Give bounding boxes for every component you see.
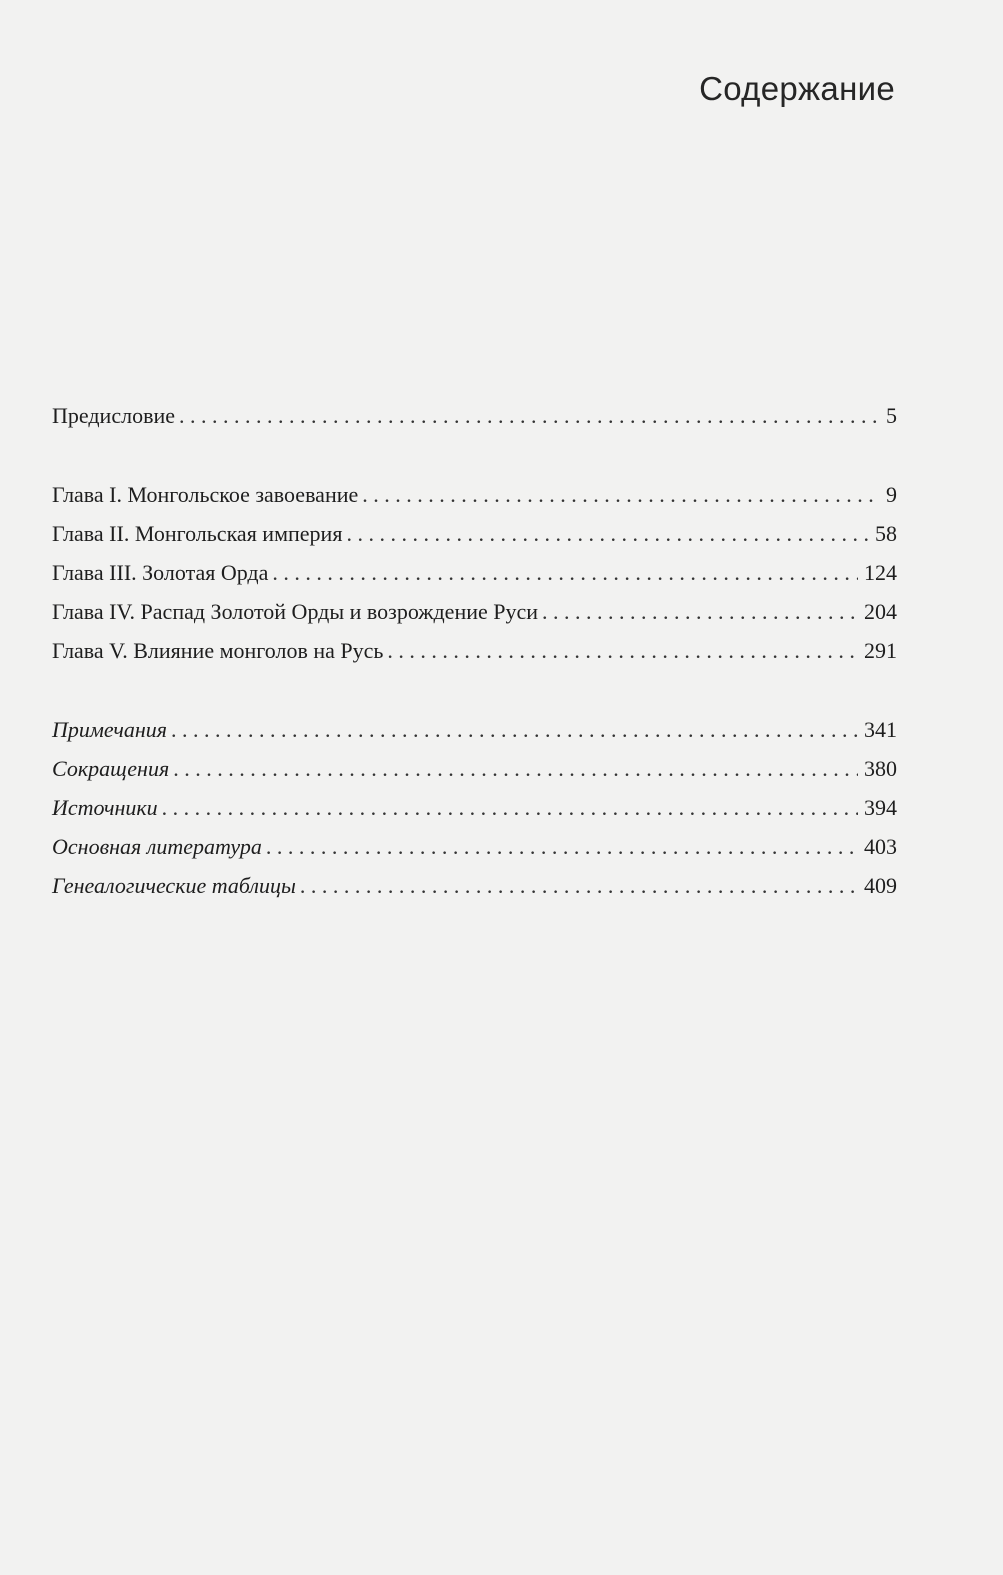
toc-entry-chapter-1[interactable] xyxy=(52,475,897,514)
toc-entry-page: 291 xyxy=(864,638,897,663)
dot-leader xyxy=(362,475,880,514)
toc-entry-preface[interactable] xyxy=(52,396,897,435)
dot-leader xyxy=(266,827,858,866)
toc-entry-abbreviations[interactable] xyxy=(52,749,897,788)
toc-entry-page: 394 xyxy=(864,795,897,820)
toc-entry-bibliography[interactable] xyxy=(52,827,897,866)
toc-entry-label: Сокращения xyxy=(52,756,170,781)
dot-leader xyxy=(162,788,858,827)
toc-entry-page: 58 xyxy=(875,521,897,546)
toc-entry-label: Основная литература xyxy=(52,834,262,859)
page-title: Содержание xyxy=(699,70,895,107)
toc-entry-genealogical-tables[interactable] xyxy=(52,866,897,905)
toc-entry-chapter-3[interactable] xyxy=(52,553,897,592)
toc-entry-page: 9 xyxy=(886,482,897,507)
toc-entry-page: 124 xyxy=(864,560,897,585)
toc-entry-chapter-2[interactable] xyxy=(52,514,897,553)
dot-leader xyxy=(173,749,858,788)
toc-entry-label: Глава V. Влияние монголов на Русь xyxy=(52,638,384,663)
toc-entry-label: Источники xyxy=(52,795,158,820)
toc-entry-label: Глава II. Монгольская империя xyxy=(52,521,343,546)
toc-entry-page: 204 xyxy=(864,599,897,624)
toc-entry-label: Примечания xyxy=(52,717,168,742)
toc-entry-page: 409 xyxy=(864,873,897,898)
toc-entry-notes[interactable] xyxy=(52,710,897,749)
dot-leader xyxy=(272,553,858,592)
toc-preface-group xyxy=(52,396,897,435)
table-of-contents xyxy=(52,396,897,905)
toc-entry-sources[interactable] xyxy=(52,788,897,827)
toc-entry-label: Генеалогические таблицы xyxy=(52,873,296,898)
dot-leader xyxy=(542,592,858,631)
toc-entry-page: 403 xyxy=(864,834,897,859)
toc-entry-page: 341 xyxy=(864,717,897,742)
toc-entry-label: Глава III. Золотая Орда xyxy=(52,560,269,585)
toc-entry-page: 5 xyxy=(886,403,897,428)
dot-leader xyxy=(300,866,858,905)
toc-entry-chapter-4[interactable] xyxy=(52,592,897,631)
toc-chapters-group xyxy=(52,475,897,670)
toc-entry-page: 380 xyxy=(864,756,897,781)
dot-leader xyxy=(346,514,869,553)
toc-entry-chapter-5[interactable] xyxy=(52,631,897,670)
toc-appendices-group xyxy=(52,710,897,905)
dot-leader xyxy=(387,631,858,670)
toc-entry-label: Глава IV. Распад Золотой Орды и возрождение Руси xyxy=(52,599,539,624)
toc-entry-label: Предисловие xyxy=(52,403,175,428)
dot-leader xyxy=(179,396,880,435)
dot-leader xyxy=(171,710,858,749)
toc-entry-label: Глава I. Монгольское завоевание xyxy=(52,482,359,507)
